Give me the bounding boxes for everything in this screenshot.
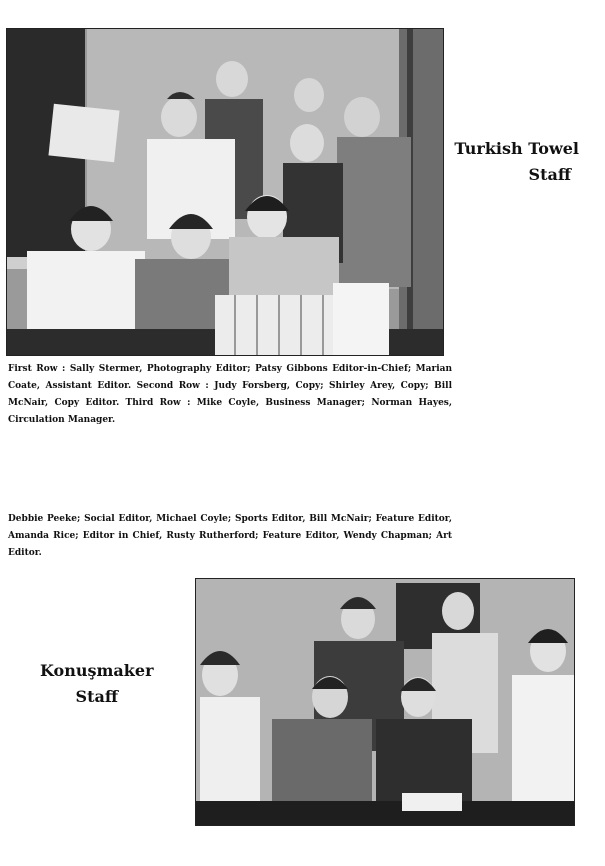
turkish-towel-photo-illustration [7, 29, 443, 355]
konusmaker-staff-heading [40, 658, 154, 709]
konusmaker-title-staff: Staff [75, 686, 118, 706]
turkish-towel-staff-heading [454, 136, 579, 187]
books-shape [215, 295, 335, 355]
konusmaker-title: Konuşmaker [40, 661, 154, 680]
konusmaker-staff-photo [195, 578, 575, 826]
turkish-towel-staff-photo [6, 28, 444, 356]
konusmaker-caption: Debbie Peeke; Social Editor, Michael Coyle; Sports Editor, Bill McNair; Feature Editor, Amanda Rice; Editor in Chief, Rusty Rutherford; Feature Editor, Wendy Chapman; Art Editor. [8, 514, 452, 558]
turkish-towel-caption: First Row : Sally Stermer, Photography Editor; Patsy Gibbons Editor-in-Chief; Marian Coate, Assistant Editor. Second Row : Judy Forsberg, Copy; Shirley Arey, Copy; Bill McNair, Copy Editor. Third Row : Mike Coyle, Business Manager; Norman Hayes, Circulation Manager. [8, 364, 452, 425]
konusmaker-photo-illustration [196, 579, 574, 825]
turkish-towel-title: Turkish Towel [454, 139, 579, 158]
turkish-towel-title-staff: Staff [528, 164, 571, 184]
